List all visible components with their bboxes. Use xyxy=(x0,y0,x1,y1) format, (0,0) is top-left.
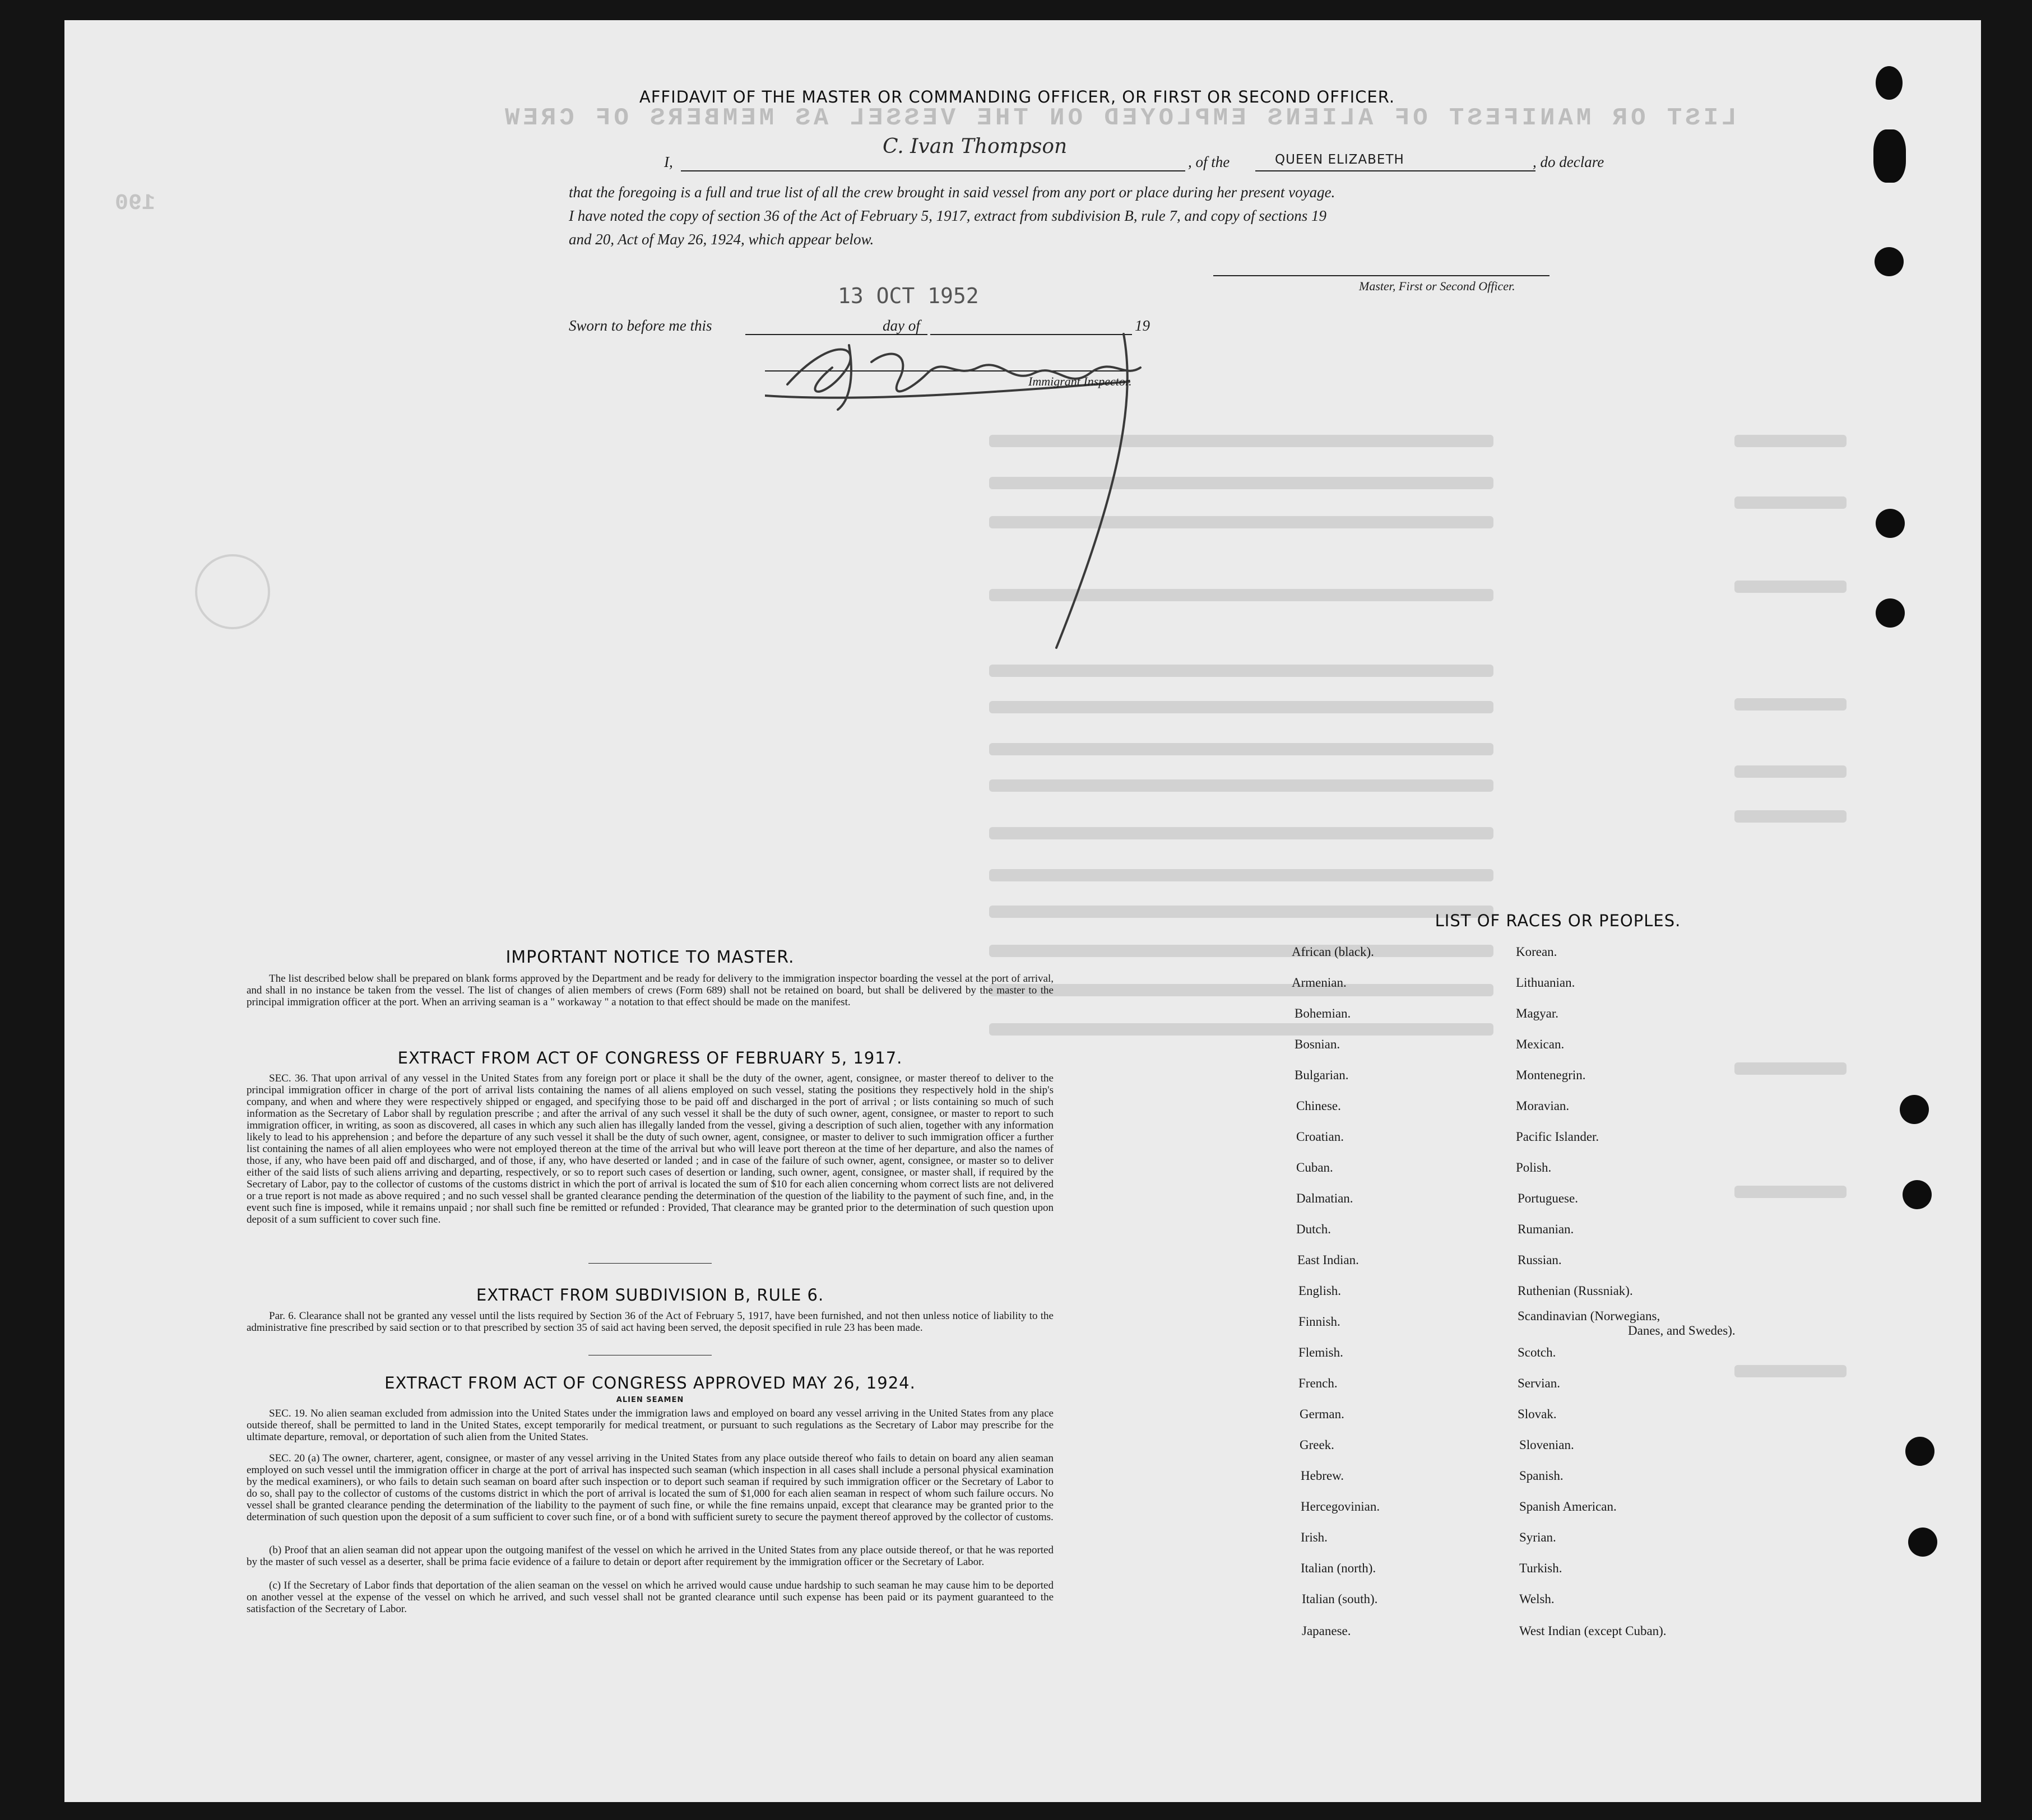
sworn-label: Sworn to before me this xyxy=(569,317,712,334)
master-label: Master, First or Second Officer. xyxy=(1359,279,1515,293)
race-item: Slovenian. xyxy=(1519,1438,1574,1452)
inspector-label: Immigrant Inspector. xyxy=(1028,374,1132,388)
race-scandinavian-continued: Danes, and Swedes). xyxy=(1628,1324,1736,1338)
race-item: Dalmatian. xyxy=(1296,1191,1353,1205)
race-item: Syrian. xyxy=(1519,1530,1556,1544)
punch-hole xyxy=(1873,129,1906,183)
extract-rule6-body: Par. 6. Clearance shall not be granted any vessel until the lists required by Section 36 of the Act of February 5, 1917, have been furnished, and not then unless notice of liability to the administrative fine prescribed by said section or to that prescribed by section 35 of said act having been served, the deposit specified in rule 23 has been made. xyxy=(247,1310,1054,1334)
race-item: Ruthenian (Russniak). xyxy=(1518,1284,1633,1298)
affidavit-line-2: that the foregoing is a full and true list of all the crew brought in said vessel from any port or place during her present voyage. xyxy=(569,184,1335,201)
race-item: Japanese. xyxy=(1302,1624,1351,1638)
document-page xyxy=(64,20,1981,1802)
extract-1924-title: EXTRACT FROM ACT OF CONGRESS APPROVED MAY 26, 1924. xyxy=(384,1373,916,1392)
race-item: Pacific Islander. xyxy=(1516,1130,1599,1144)
extract-1924-sec20a: SEC. 20 (a) The owner, charterer, agent, consignee, or master of any vessel arriving in the United States from any place outside thereof who fails to detain on board any alien seaman employed on such vessel until the immigration officer in charge at the port of arrival has inspected such seaman (which inspection in all cases shall include a personal physical examination by the medical examiners), or who fails to detain such seaman on board after such inspection or to deport such seaman if required by such immigration officer or the Secretary of Labor to do so, shall pay to the collector of customs of the customs district in which the port of arrival is located the sum of $1,000 for each alien seaman in respect of whom such failure occurs. No vessel shall be granted clearance pending the determination of the liability to the payment of such fine, or while the fine remains unpaid, except that clearance may be granted prior to the determination of such question upon the deposit of a sum sufficient to cover such fine, or of a bond with sufficient surety to secure the payment thereof approved by the collector of customs. xyxy=(247,1452,1054,1523)
extract-1917-body: SEC. 36. That upon arrival of any vessel in the United States from any foreign port or place it shall be the duty of the owner, agent, consignee, or master thereof to deliver to the principal immigration officer in charge of the port of arrival lists containing the names of all aliens employed on such vessel, stating the positions they respectively hold in the ship's company, and when and where they were respectively shipped or engaged, and specifying those to be paid off and discharged in the port of arrival ; or lists containing so much of such information as the Secretary of Labor shall by regulation prescribe ; and after the arrival of any such vessel it shall be the duty of such owner, agent, consignee, or master to report to such immigration officer, in writing, as soon as discovered, all cases in which any such alien has illegally landed from the vessel, giving a description of such alien, together with any information likely to lead to his apprehension ; and before the departure of any such vessel it shall be the duty of such owner, agent, consignee, or master to deliver to such immigration officer a further list containing the names of all alien employees who were not employed thereon at the time of the arrival but who will leave port thereon at the time of her departure, and also the names of those, if any, who have been paid off and discharged, and of those, if any, who have deserted or landed ; and in case of the failure of such owner, agent, consignee, or master so to deliver either of the said lists of such aliens arriving and departing, respectively, or so to report such cases of desertion or landing, such owner, agent, consignee, or master shall, if required by the Secretary of Labor, pay to the collector of customs of the customs district in which the port of arrival is located the sum of $10 for each alien concerning whom correct lists are not delivered or a true report is not made as above required ; and no such vessel shall be granted clearance pending the determination of the question of the liability to the payment of such fine, and, in the event such fine is imposed, while it remains unpaid ; nor shall such fine be remitted or refunded : Provided, That clearance may be granted prior to the determination of such question upon deposit of a sum sufficient to cover such fine. xyxy=(247,1072,1054,1225)
affidavit-title: AFFIDAVIT OF THE MASTER OR COMMANDING OFFICER, OR FIRST OR SECOND OFFICER. xyxy=(639,87,1395,106)
race-item: Greek. xyxy=(1300,1438,1334,1452)
race-item: Bohemian. xyxy=(1295,1006,1351,1020)
race-item: Russian. xyxy=(1518,1253,1562,1267)
race-item: Portuguese. xyxy=(1518,1191,1578,1205)
punch-hole xyxy=(1900,1095,1929,1124)
races-title: LIST OF RACES OR PEOPLES. xyxy=(1435,911,1681,930)
date-stamp: 13 OCT 1952 xyxy=(838,284,979,308)
race-item: Irish. xyxy=(1301,1530,1328,1544)
inspector-signature xyxy=(765,312,1191,659)
race-item: Flemish. xyxy=(1298,1345,1343,1359)
race-item: Magyar. xyxy=(1516,1006,1559,1020)
extract-1917-title: EXTRACT FROM ACT OF CONGRESS OF FEBRUARY 5, 1917. xyxy=(397,1048,903,1067)
vessel-name-line xyxy=(1255,170,1535,171)
race-item: West Indian (except Cuban). xyxy=(1519,1624,1667,1638)
affidavit-do-declare: , do declare xyxy=(1533,154,1604,170)
race-item: Cuban. xyxy=(1296,1160,1333,1174)
race-item: Rumanian. xyxy=(1518,1222,1574,1236)
race-item: Chinese. xyxy=(1296,1099,1341,1113)
race-item: Hercegovinian. xyxy=(1301,1499,1380,1513)
notice-body: The list described below shall be prepared on blank forms approved by the Department and be ready for delivery to the immigration inspector boarding the vessel at the port of arrival, and shall in no instance be taken from the vessel. The list of changes of alien members of crews (Form 689) shall not be retained on board, but shall be delivered by the master to the principal immigration officer at the port. When an arriving seaman is a " workaway " a notation to that effect should be made on the manifest. xyxy=(247,973,1054,1008)
race-item: Italian (north). xyxy=(1301,1561,1376,1575)
race-item: East Indian. xyxy=(1297,1253,1359,1267)
race-item: Bulgarian. xyxy=(1295,1068,1349,1082)
punch-hole xyxy=(1875,247,1904,276)
race-item: Croatian. xyxy=(1296,1130,1344,1144)
notice-title: IMPORTANT NOTICE TO MASTER. xyxy=(505,948,795,967)
punch-hole xyxy=(1876,598,1905,628)
officer-name-line xyxy=(681,170,1185,171)
bleed-through-title: LIST OR MANIFEST OF ALIENS EMPLOYED ON THE VESSEL AS MEMBERS OF CREW xyxy=(502,104,1737,132)
divider xyxy=(588,1263,712,1264)
officer-signature: C. Ivan Thompson xyxy=(883,135,1068,158)
race-item: Scandinavian (Norwegians, xyxy=(1518,1309,1660,1323)
bleed-through-page-number: 190 xyxy=(115,191,156,216)
punch-hole xyxy=(1903,1180,1932,1209)
punch-hole xyxy=(1908,1527,1937,1557)
race-item: Polish. xyxy=(1516,1160,1552,1174)
day-of-label: day of xyxy=(883,317,920,334)
race-item: Dutch. xyxy=(1296,1222,1331,1236)
race-item: French. xyxy=(1298,1376,1338,1390)
race-item: African (black). xyxy=(1292,945,1374,959)
race-item: Hebrew. xyxy=(1301,1469,1344,1483)
punch-hole xyxy=(1905,1437,1934,1466)
race-item: Armenian. xyxy=(1292,976,1347,990)
year-label: 19 xyxy=(1135,317,1150,334)
race-item: Spanish American. xyxy=(1519,1499,1617,1513)
race-item: Spanish. xyxy=(1519,1469,1564,1483)
extract-1924-sec19: SEC. 19. No alien seaman excluded from admission into the United States under the immigration laws and employed on board any vessel arriving in the United States from any place outside thereof, shall be permitted to land in the United States, except temporarily for medical treatment, or pursuant to such regulations as the Secretary of Labor may prescribe for the ultimate departure, removal, or deportation of such alien from the United States. xyxy=(247,1408,1054,1443)
race-item: Scotch. xyxy=(1518,1345,1556,1359)
affidavit-of-the: , of the xyxy=(1188,154,1230,170)
affidavit-line-3: I have noted the copy of section 36 of the Act of February 5, 1917, extract from subdivision B, rule 7, and copy of sections 19 xyxy=(569,207,1326,224)
race-item: Welsh. xyxy=(1519,1592,1555,1606)
extract-1924-sec20c: (c) If the Secretary of Labor finds that deportation of the alien seaman on the vessel on which he arrived would cause undue hardship to such seaman he may cause him to be deported on another vessel at the expense of the vessel on which he arrived, and such vessel shall not be granted clearance until such expense has been paid or its payment guaranteed to the satisfaction of the Secretary of Labor. xyxy=(247,1580,1054,1615)
race-item: Finnish. xyxy=(1298,1315,1340,1329)
affidavit-line-4: and 20, Act of May 26, 1924, which appear below. xyxy=(569,231,874,248)
master-signature-line xyxy=(1213,275,1549,276)
race-item: Turkish. xyxy=(1519,1561,1562,1575)
punch-hole xyxy=(1876,66,1903,100)
extract-1924-sec20b: (b) Proof that an alien seaman did not appear upon the outgoing manifest of the vessel on which he arrived in the United States from any place outside thereof, or that he was reported by the master of such vessel as a deserter, shall be prima facie evidence of a failure to detain or deport after requirement by the immigration officer or the Secretary of Labor. xyxy=(247,1544,1054,1568)
race-item: English. xyxy=(1298,1284,1342,1298)
race-item: German. xyxy=(1300,1407,1344,1421)
race-item: Mexican. xyxy=(1516,1037,1565,1051)
race-item: Moravian. xyxy=(1516,1099,1570,1113)
race-item: Italian (south). xyxy=(1302,1592,1378,1606)
punch-hole xyxy=(1876,509,1905,538)
race-item: Slovak. xyxy=(1518,1407,1557,1421)
race-item: Bosnian. xyxy=(1295,1037,1340,1051)
race-item: Lithuanian. xyxy=(1516,976,1575,990)
extract-1924-subtitle: ALIEN SEAMEN xyxy=(616,1396,684,1404)
race-item: Montenegrin. xyxy=(1516,1068,1586,1082)
race-item: Korean. xyxy=(1516,945,1557,959)
race-item: Servian. xyxy=(1518,1376,1561,1390)
vessel-name: QUEEN ELIZABETH xyxy=(1275,152,1404,167)
extract-rule6-title: EXTRACT FROM SUBDIVISION B, RULE 6. xyxy=(476,1285,824,1304)
affidavit-i-label: I, xyxy=(664,154,673,170)
